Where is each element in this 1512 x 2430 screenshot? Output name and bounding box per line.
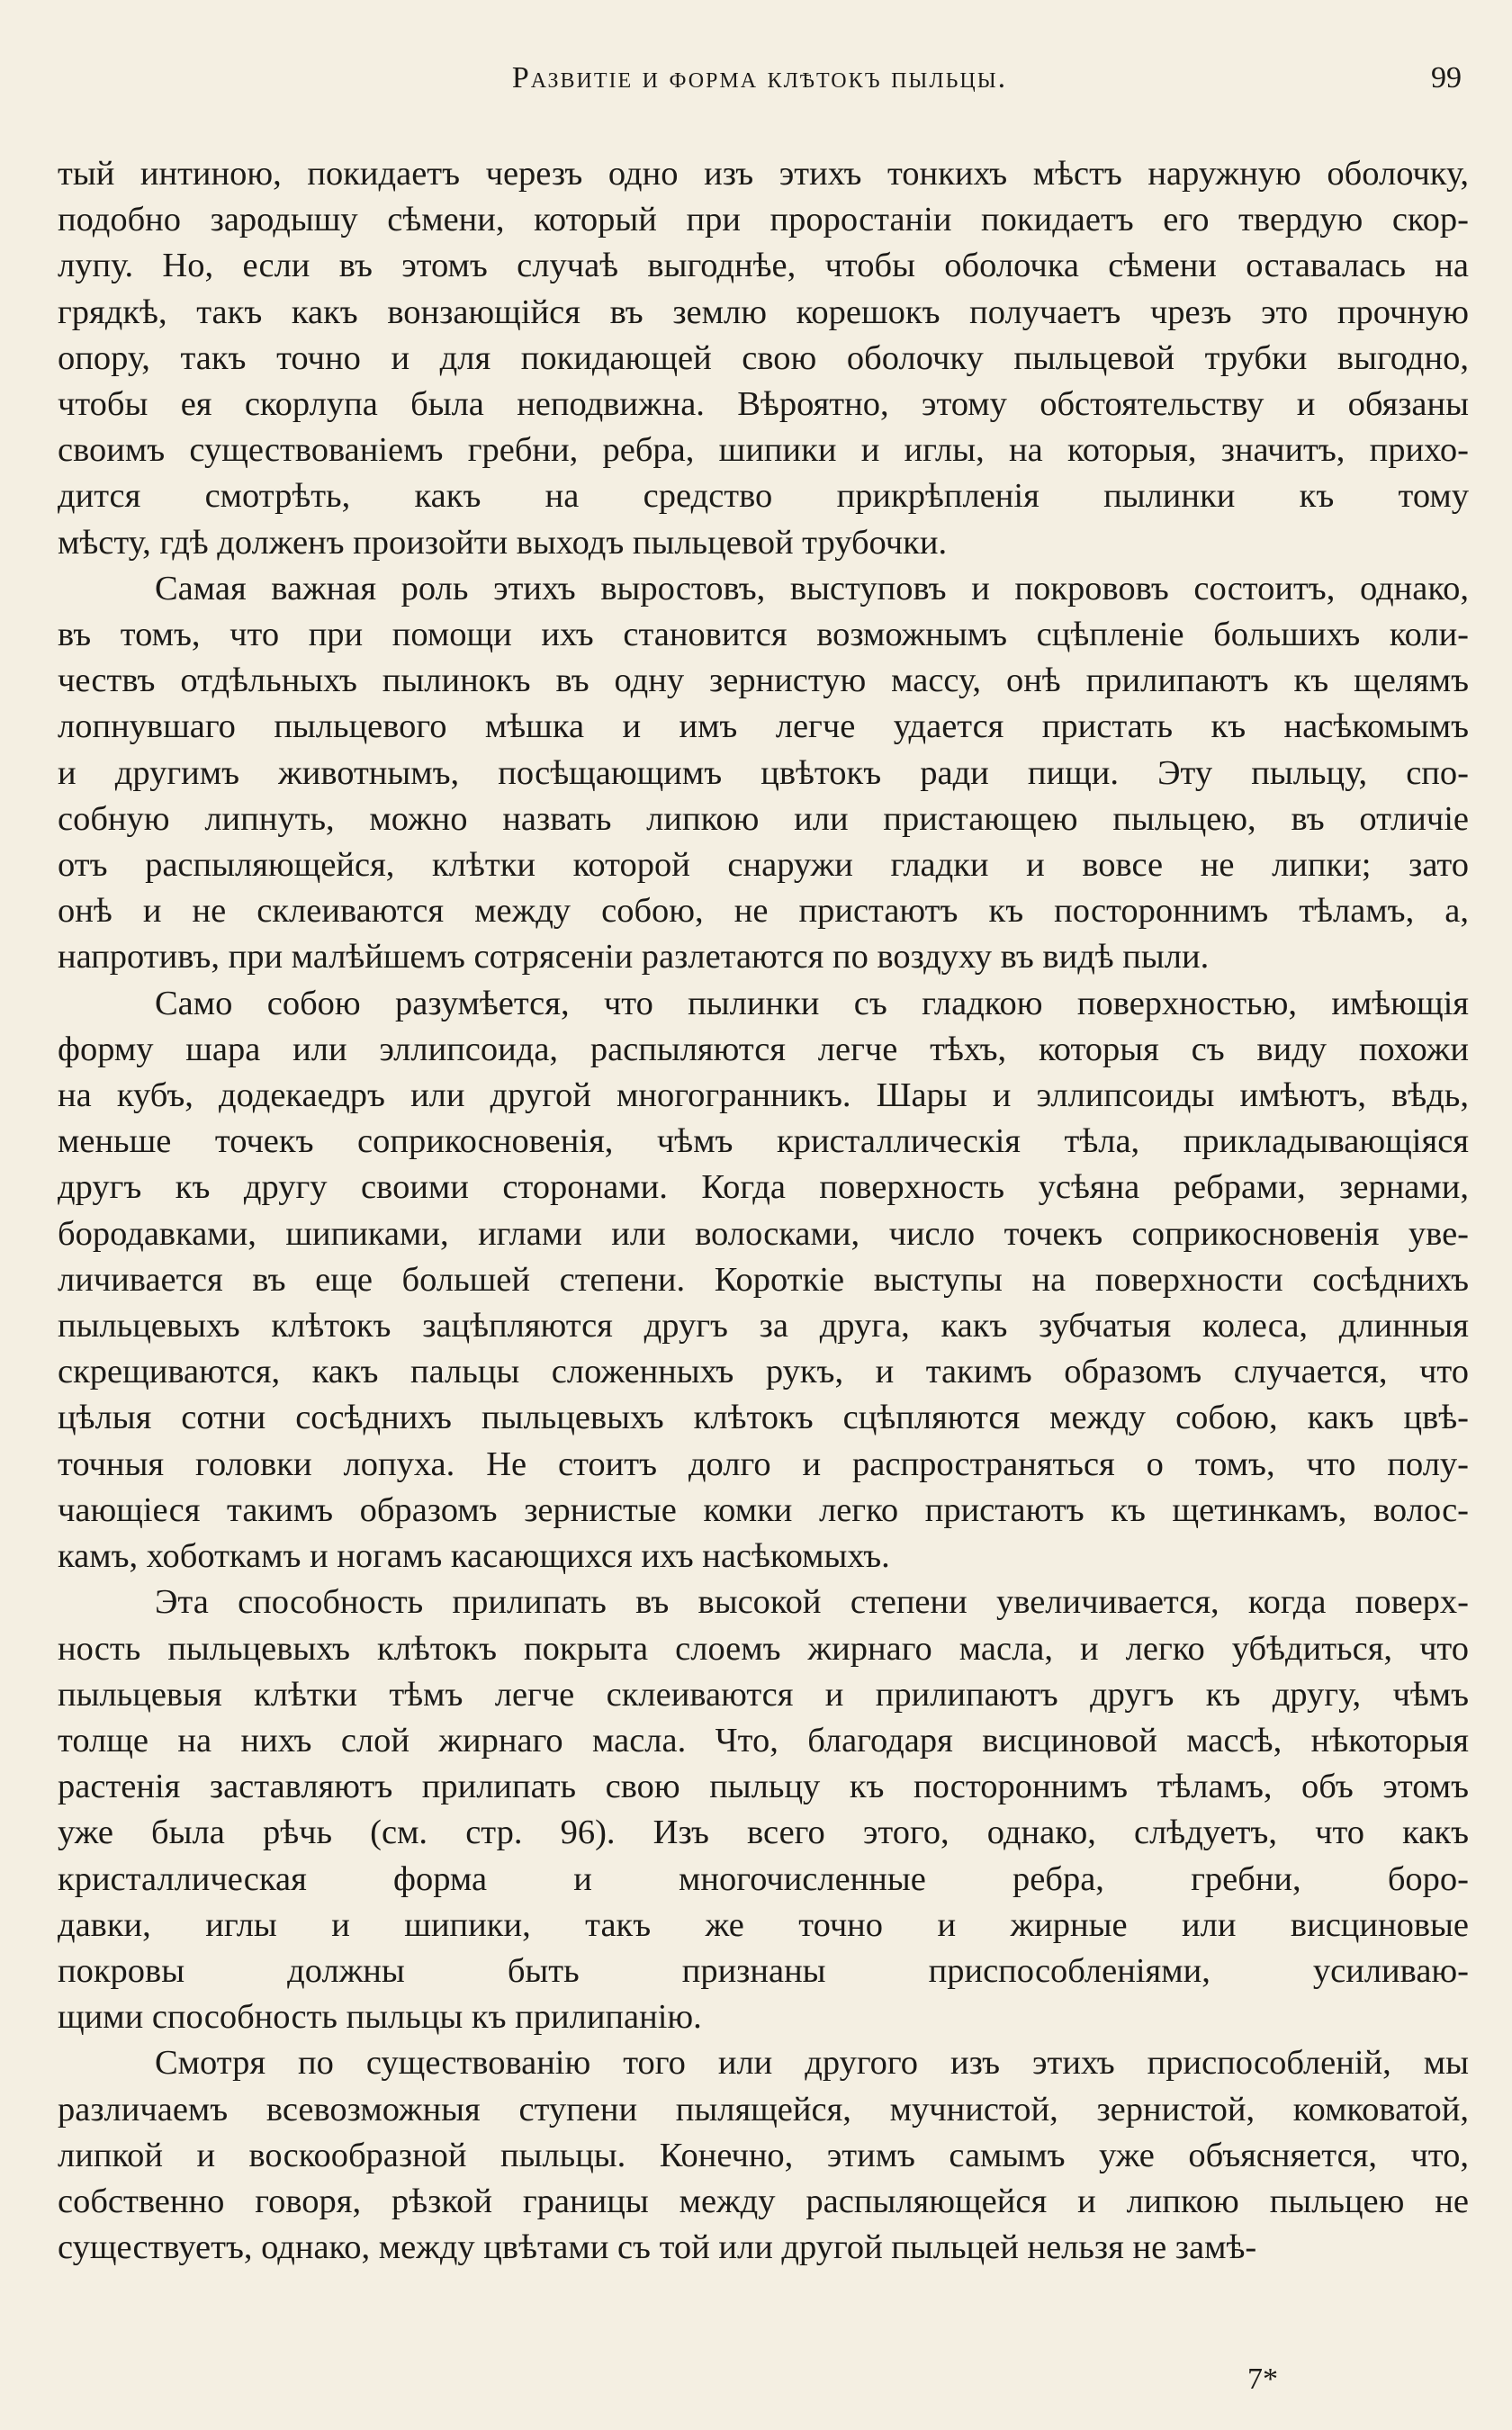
text-line: мѣсту, гдѣ долженъ произойти выходъ пыльцевой трубочки.	[58, 523, 948, 562]
text-line: цѣлыя сотни сосѣднихъ пыльцевыхъ клѣтокъ сцѣпляются между собою, какъ цвѣ-	[58, 1399, 1469, 1437]
text-line: кристаллическая форма и многочисленные ребра, гребни, боро-	[58, 1859, 1469, 1898]
text-line: Смотря по существованію того или другого изъ этихъ приспособленій, мы	[155, 2044, 1469, 2083]
text-line: покровы должны быть признаны приспособленіями, усиливаю-	[58, 1951, 1469, 1990]
paragraph	[58, 981, 1469, 1580]
text-line: точныя головки лопуха. Не стоитъ долго и распространяться о томъ, что полу-	[58, 1444, 1469, 1483]
text-line: личивается въ еще большей степени. Короткіе выступы на поверхности сосѣднихъ	[58, 1260, 1469, 1299]
page-number: 99	[1431, 61, 1462, 94]
text-line: форму шара или эллипсоида, распыляются легче тѣхъ, которыя съ виду похожи	[58, 1030, 1469, 1068]
text-line: опору, такъ точно и для покидающей свою оболочку пыльцевой трубки выгодно,	[58, 338, 1469, 377]
paragraph	[58, 566, 1469, 981]
text-line: меньше точекъ соприкосновенія, чѣмъ кристаллическія тѣла, прикладывающіяся	[58, 1122, 1469, 1161]
text-line: и другимъ животнымъ, посѣщающимъ цвѣтокъ ради пищи. Эту пыльцу, спо-	[58, 753, 1469, 792]
text-line: чающіеся такимъ образомъ зернистые комки легко пристаютъ къ щетинкамъ, волос-	[58, 1490, 1469, 1529]
text-line: грядкѣ, такъ какъ вонзающійся въ землю корешокъ получаетъ чрезъ это прочную	[58, 292, 1469, 331]
text-line: щими способность пыльцы къ прилипанію.	[58, 1998, 702, 2037]
text-line: различаемъ всевозможныя ступени пылящейся, мучнистой, зернистой, комковатой,	[58, 2090, 1469, 2128]
text-line: уже была рѣчь (см. стр. 96). Изъ всего этого, однако, слѣдуетъ, что какъ	[58, 1814, 1469, 1852]
paragraph	[58, 2040, 1469, 2271]
text-line: собную липнуть, можно назвать липкою или пристающею пыльцею, въ отличіе	[58, 799, 1469, 838]
text-line: лопнувшаго пыльцевого мѣшка и имъ легче удается пристать къ насѣкомымъ	[58, 707, 1469, 746]
paragraph	[58, 1580, 1469, 2040]
text-line: собственно говоря, рѣзкой границы между распыляющейся и липкою пыльцею не	[58, 2182, 1469, 2220]
text-line: камъ, хоботкамъ и ногамъ касающихся ихъ насѣкомыхъ.	[58, 1537, 890, 1576]
text-line: отъ распыляющейся, клѣтки которой снаружи гладки и вовсе не липки; зато	[58, 846, 1469, 885]
signature-mark: 7*	[1247, 2362, 1278, 2396]
text-line: онѣ и не склеиваются между собою, не пристаютъ къ постороннимъ тѣламъ, а,	[58, 892, 1469, 931]
running-head	[58, 52, 1462, 106]
text-line: на кубъ, додекаедръ или другой многогранникъ. Шары и эллипсоиды имѣютъ, вѣдь,	[58, 1076, 1469, 1115]
text-line: другъ къ другу своими сторонами. Когда поверхность усѣяна ребрами, зернами,	[58, 1168, 1469, 1207]
text-line: своимъ существованіемъ гребни, ребра, шипики и иглы, на которыя, значитъ, прихо-	[58, 431, 1469, 470]
text-line: бородавками, шипиками, иглами или волосками, число точекъ соприкосновенія уве-	[58, 1214, 1469, 1253]
body-text	[58, 151, 1469, 2271]
text-line: скрещиваются, какъ пальцы сложенныхъ рукъ, и такимъ образомъ случается, что	[58, 1353, 1469, 1391]
text-line: Самая важная роль этихъ выростовъ, выступовъ и покрововъ состоитъ, однако,	[155, 569, 1469, 608]
text-line: въ томъ, что при помощи ихъ становится возможнымъ сцѣпленіе большихъ коли-	[58, 616, 1469, 654]
text-line: Эта способность прилипать въ высокой степени увеличивается, когда поверх-	[155, 1583, 1469, 1622]
text-line: напротивъ, при малѣйшемъ сотрясеніи разлетаются по воздуху въ видѣ пыли.	[58, 938, 1210, 976]
text-line: чтобы ея скорлупа была неподвижна. Вѣроятно, этому обстоятельству и обязаны	[58, 385, 1469, 424]
text-line: существуетъ, однако, между цвѣтами съ той или другой пыльцей нельзя не замѣ-	[58, 2228, 1257, 2267]
text-line: пыльцевыхъ клѣтокъ зацѣпляются другъ за друга, какъ зубчатыя колеса, длинныя	[58, 1307, 1469, 1346]
text-line: толще на нихъ слой жирнаго масла. Что, благодаря висциновой массѣ, нѣкоторыя	[58, 1721, 1469, 1760]
text-line: растенія заставляютъ прилипать свою пыльцу къ постороннимъ тѣламъ, объ этомъ	[58, 1768, 1469, 1806]
text-line: дится смотрѣть, какъ на средство прикрѣпленія пылинки къ тому	[58, 477, 1469, 516]
paragraph	[58, 151, 1469, 566]
running-title: Развитіе и форма клѣтокъ пыльцы.	[511, 61, 1008, 94]
text-line: ность пыльцевыхъ клѣтокъ покрыта слоемъ жирнаго масла, и легко убѣдиться, что	[58, 1629, 1469, 1668]
text-line: чествъ отдѣльныхъ пылинокъ въ одну зернистую массу, онѣ прилипаютъ къ щелямъ	[58, 662, 1469, 700]
text-line: давки, иглы и шипики, такъ же точно и жирные или висциновые	[58, 1905, 1469, 1944]
text-line: тый интиною, покидаетъ черезъ одно изъ этихъ тонкихъ мѣстъ наружную оболочку,	[58, 155, 1469, 193]
text-line: пыльцевыя клѣтки тѣмъ легче склеиваются и прилипаютъ другъ къ другу, чѣмъ	[58, 1675, 1469, 1714]
text-line: липкой и воскообразной пыльцы. Конечно, этимъ самымъ уже объясняется, что,	[58, 2136, 1469, 2174]
text-line: лупу. Но, если въ этомъ случаѣ выгоднѣе, чтобы оболочка сѣмени оставалась на	[58, 247, 1469, 285]
text-line: подобно зародышу сѣмени, который при проростаніи покидаетъ его твердую скор-	[58, 201, 1469, 239]
text-line: Само собою разумѣется, что пылинки съ гладкою поверхностью, имѣющія	[155, 984, 1469, 1022]
